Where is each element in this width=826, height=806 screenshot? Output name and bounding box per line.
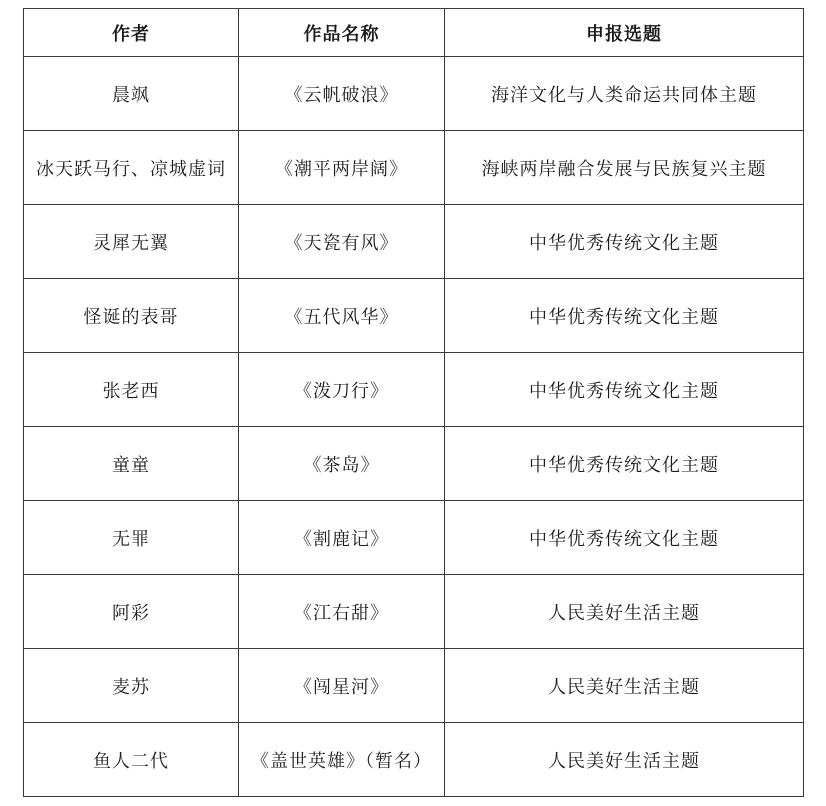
- work-title-cell: 《茶岛》: [239, 427, 445, 501]
- author-cell: 童童: [24, 427, 239, 501]
- header-work-title: 作品名称: [239, 9, 445, 57]
- table-row: [24, 575, 804, 649]
- topic-cell: 人民美好生活主题: [445, 723, 804, 797]
- work-title-cell: 《割鹿记》: [239, 501, 445, 575]
- topic-cell: 中华优秀传统文化主题: [445, 205, 804, 279]
- table-row: [24, 205, 804, 279]
- topic-cell: 中华优秀传统文化主题: [445, 501, 804, 575]
- topic-cell: 中华优秀传统文化主题: [445, 279, 804, 353]
- table-row: [24, 353, 804, 427]
- work-title-cell: 《泼刀行》: [239, 353, 445, 427]
- work-title-cell: 《江右甜》: [239, 575, 445, 649]
- table-row: [24, 501, 804, 575]
- work-title-cell: 《五代风华》: [239, 279, 445, 353]
- work-title-cell: 《潮平两岸阔》: [239, 131, 445, 205]
- topic-cell: 中华优秀传统文化主题: [445, 353, 804, 427]
- topic-cell: 海峡两岸融合发展与民族复兴主题: [445, 131, 804, 205]
- work-title-cell: 《天瓷有风》: [239, 205, 445, 279]
- author-cell: 无罪: [24, 501, 239, 575]
- work-title-cell: 《盖世英雄》（暂名）: [239, 723, 445, 797]
- topic-cell: 人民美好生活主题: [445, 575, 804, 649]
- works-table-container: [23, 8, 803, 797]
- table-header-row: [24, 9, 804, 57]
- work-title-cell: 《闯星河》: [239, 649, 445, 723]
- author-cell: 冰天跃马行、凉城虚词: [24, 131, 239, 205]
- author-cell: 鱼人二代: [24, 723, 239, 797]
- work-title-cell: 《云帆破浪》: [239, 57, 445, 131]
- table-row: [24, 649, 804, 723]
- table-row: [24, 131, 804, 205]
- author-cell: 阿彩: [24, 575, 239, 649]
- author-cell: 晨飒: [24, 57, 239, 131]
- header-author: 作者: [24, 9, 239, 57]
- author-cell: 张老西: [24, 353, 239, 427]
- author-cell: 麦苏: [24, 649, 239, 723]
- author-cell: 灵犀无翼: [24, 205, 239, 279]
- topic-cell: 海洋文化与人类命运共同体主题: [445, 57, 804, 131]
- topic-cell: 中华优秀传统文化主题: [445, 427, 804, 501]
- header-topic: 申报选题: [445, 9, 804, 57]
- topic-cell: 人民美好生活主题: [445, 649, 804, 723]
- works-table: [23, 8, 804, 797]
- table-row: [24, 427, 804, 501]
- author-cell: 怪诞的表哥: [24, 279, 239, 353]
- table-row: [24, 57, 804, 131]
- table-row: [24, 723, 804, 797]
- table-row: [24, 279, 804, 353]
